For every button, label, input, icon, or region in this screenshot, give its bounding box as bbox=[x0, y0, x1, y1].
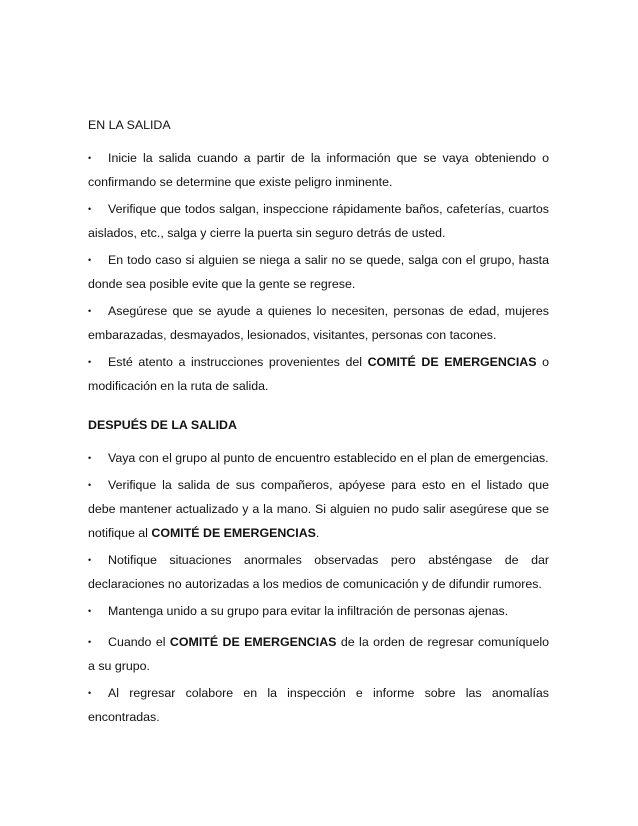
list-item bbox=[88, 473, 549, 545]
list-item bbox=[88, 299, 549, 347]
committee-name: COMITÉ DE EMERGENCIAS bbox=[151, 526, 316, 540]
list-item-text: En todo caso si alguien se niega a salir no se quede, salga con el grupo, hasta donde sea posible evite que la gente se regrese. bbox=[88, 253, 549, 291]
bullet-icon: • bbox=[88, 255, 92, 265]
bullet-icon: • bbox=[88, 688, 92, 698]
list-item bbox=[88, 248, 549, 296]
list-item bbox=[88, 197, 549, 245]
committee-name: COMITÉ DE EMERGENCIAS bbox=[367, 355, 537, 369]
bullet-icon: • bbox=[88, 555, 92, 565]
bullet-icon: • bbox=[88, 480, 92, 490]
list-item bbox=[88, 681, 549, 729]
list-item bbox=[88, 599, 549, 623]
list-item-text: Verifique la salida de sus compañeros, apóyese para esto en el listado que debe mantener actualizado y a la mano. Si alguien no pudo salir asegúrese que se notifique al bbox=[88, 478, 549, 540]
list-item-text: Mantenga unido a su grupo para evitar la infiltración de personas ajenas. bbox=[108, 604, 509, 618]
list-item-text: o modificación en la ruta de salida. bbox=[88, 355, 549, 393]
committee-name: COMITÉ DE EMERGENCIAS bbox=[169, 635, 337, 649]
list-item-text: de la orden de regresar comuníquelo a su grupo. bbox=[88, 635, 549, 673]
list-item-text: Esté atento a instrucciones provenientes del bbox=[108, 355, 368, 369]
section-heading-en-la-salida: EN LA SALIDA bbox=[88, 118, 171, 132]
section-heading-despues-de-la-salida: DESPUÉS DE LA SALIDA bbox=[88, 418, 237, 432]
list-item bbox=[88, 446, 549, 470]
list-item bbox=[88, 630, 549, 678]
list-item-text: Al regresar colabore en la inspección e informe sobre las anomalías encontradas. bbox=[88, 686, 549, 724]
bullet-icon: • bbox=[88, 637, 92, 647]
bullet-icon: • bbox=[88, 153, 92, 163]
bullet-icon: • bbox=[88, 357, 92, 367]
list-item-text: Vaya con el grupo al punto de encuentro establecido en el plan de emergencias. bbox=[108, 451, 549, 465]
list-item-text: Asegúrese que se ayude a quienes lo necesiten, personas de edad, mujeres embarazadas, desmayados, lesionados, visitantes, personas con tacones. bbox=[88, 304, 549, 342]
bullet-icon: • bbox=[88, 453, 92, 463]
list-item bbox=[88, 146, 549, 194]
list-item bbox=[88, 350, 549, 398]
list-item-text: Cuando el bbox=[108, 635, 170, 649]
bullet-icon: • bbox=[88, 306, 92, 316]
list-item-text: Inicie la salida cuando a partir de la información que se vaya obteniendo o confirmando se determine que existe peligro inminente. bbox=[88, 151, 549, 189]
bullet-icon: • bbox=[88, 606, 92, 616]
list-item-text: Notifique situaciones anormales observadas pero absténgase de dar declaraciones no autorizadas a los medios de comunicación y de difundir rumores. bbox=[88, 553, 549, 591]
document-body bbox=[88, 117, 549, 732]
list-item bbox=[88, 548, 549, 596]
list-item-text: . bbox=[315, 526, 320, 540]
bullet-icon: • bbox=[88, 204, 92, 214]
list-item-text: Verifique que todos salgan, inspeccione rápidamente baños, cafeterías, cuartos aislados, etc., salga y cierre la puerta sin seguro detrás de usted. bbox=[88, 202, 549, 240]
